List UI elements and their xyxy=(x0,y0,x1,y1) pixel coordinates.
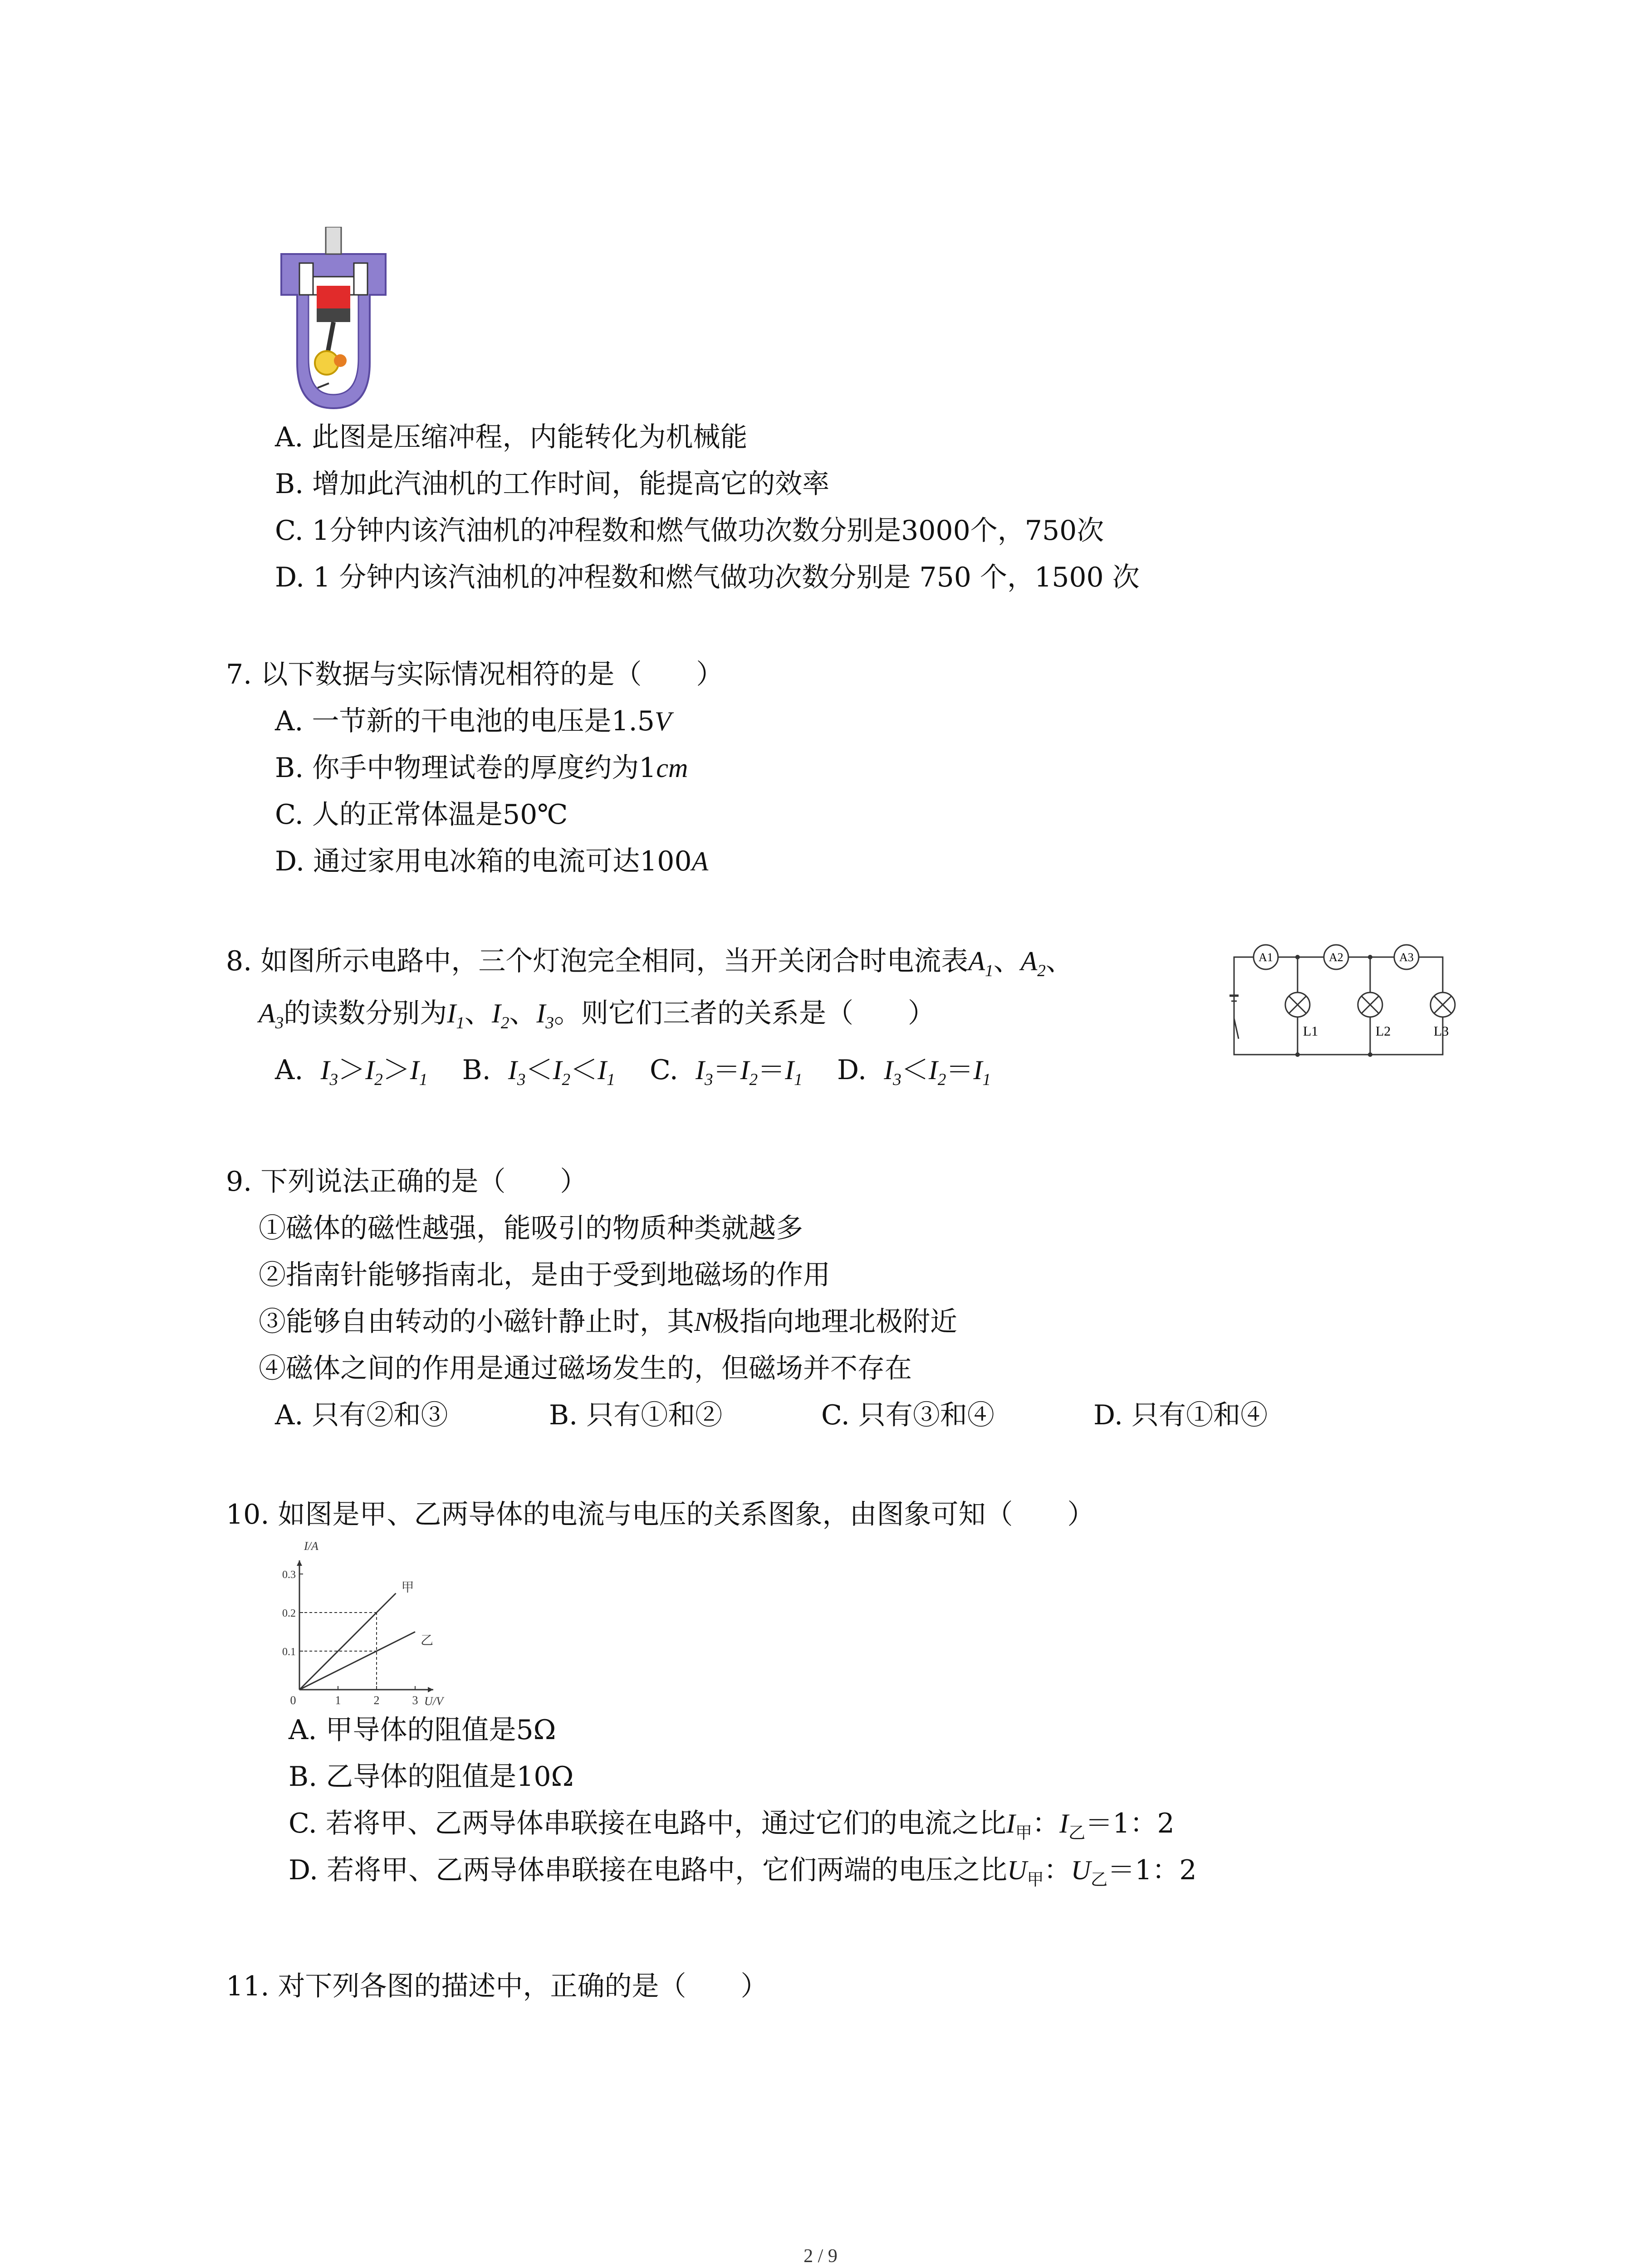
q7-option-b: B. 你手中物理试卷的厚度约为1cm xyxy=(275,752,688,784)
meter-a3-label: A3 xyxy=(1399,951,1414,964)
meter-a2-label: A2 xyxy=(1329,951,1343,964)
lamp-l1-label: L1 xyxy=(1303,1024,1318,1039)
q6-option-c: C. 1分钟内该汽油机的冲程数和燃气做功次数分别是3000个，750次 xyxy=(275,515,1104,547)
x-tick-label: 1 xyxy=(335,1694,341,1707)
q9-statement-4: ④磁体之间的作用是通过磁场发生的，但磁场并不存在 xyxy=(259,1353,912,1384)
q9-option-a: A. 只有②和③ xyxy=(275,1399,448,1431)
y-tick-label: 0.3 xyxy=(282,1569,296,1581)
series-line-yi xyxy=(299,1632,415,1690)
q11-stem: 11. 对下列各图的描述中，正确的是（ ） xyxy=(226,1970,768,2002)
x-axis-arrow xyxy=(428,1687,433,1692)
q10-option-d: D. 若将甲、乙两导体串联接在电路中，它们两端的电压之比$U_甲$：$U_乙=1$：2 xyxy=(289,1854,1197,1889)
q8-stem-line2: $A_3$的读数分别为$I_1$、$I_2$、$I_3$。则它们三者的关系是（ ） xyxy=(259,997,935,1032)
q9-option-c: C. 只有③和④ xyxy=(821,1399,994,1431)
q10-option-a: A. 甲导体的阻值是5Ω xyxy=(289,1714,556,1746)
page-number: 2 / 9 xyxy=(803,2246,838,2267)
q7-stem: 7. 以下数据与实际情况相符的是（ ） xyxy=(226,659,724,690)
q9-option-d: D. 只有①和④ xyxy=(1093,1399,1268,1431)
q8-options: A. $I_3>I_2>I_1$ B. $I_3<I_2<I_1$ C. $I_3=I_2=I_1$ D. $I_3<I_2=I_1$ xyxy=(275,1054,991,1089)
x-tick-label: 2 xyxy=(373,1694,380,1707)
series-label: 甲 xyxy=(401,1580,414,1595)
q7-option-a: A. 一节新的干电池的电压是1.5V xyxy=(275,705,671,737)
q10-option-c: C. 若将甲、乙两导体串联接在电路中，通过它们的电流之比$I_甲$：$I_乙=1$：2 xyxy=(289,1808,1175,1843)
q6-option-d: D. 1 分钟内该汽油机的冲程数和燃气做功次数分别是 750 个，1500 次 xyxy=(275,562,1140,593)
y-axis-label: I/A xyxy=(304,1540,318,1553)
meter-a1-label: A1 xyxy=(1259,951,1273,964)
iu-chart xyxy=(277,1540,476,1708)
x-tick-label: 3 xyxy=(412,1694,418,1707)
x-axis-label: U/V xyxy=(424,1695,443,1708)
q9-statement-1: ①磁体的磁性越强，能吸引的物质种类就越多 xyxy=(259,1212,803,1244)
lamp-l3-label: L3 xyxy=(1434,1024,1449,1039)
series-label: 乙 xyxy=(421,1633,434,1648)
q6-option-a: A. 此图是压缩冲程，内能转化为机械能 xyxy=(275,421,748,453)
q7-option-c: C. 人的正常体温是50℃ xyxy=(275,799,568,831)
q10-stem: 10. 如图是甲、乙两导体的电流与电压的关系图象，由图象可知（ ） xyxy=(226,1499,1095,1530)
x-tick-label: 0 xyxy=(290,1694,296,1707)
q6-option-b: B. 增加此汽油机的工作时间，能提高它的效率 xyxy=(275,468,830,500)
q8-stem-line1: 8. 如图所示电路中，三个灯泡完全相同，当开关闭合时电流表$A_1$、$A_2$、 xyxy=(226,945,1073,980)
lamp-l2-label: L2 xyxy=(1376,1024,1391,1039)
circuit-diagram xyxy=(1225,937,1456,1068)
engine-figure xyxy=(272,227,395,417)
q9-statement-3: ③能够自由转动的小磁针静止时，其N极指向地理北极附近 xyxy=(259,1306,958,1338)
q7-option-d: D. 通过家用电冰箱的电流可达100A xyxy=(275,846,709,877)
q9-stem: 9. 下列说法正确的是（ ） xyxy=(226,1166,588,1198)
q9-statement-2: ②指南针能够指南北，是由于受到地磁场的作用 xyxy=(259,1259,830,1291)
y-tick-label: 0.1 xyxy=(282,1646,296,1658)
q10-option-b: B. 乙导体的阻值是10Ω xyxy=(289,1761,574,1793)
q9-option-b: B. 只有①和② xyxy=(549,1399,723,1431)
y-tick-label: 0.2 xyxy=(282,1608,296,1619)
series-line-jia xyxy=(299,1593,396,1690)
y-axis-arrow xyxy=(297,1560,302,1566)
